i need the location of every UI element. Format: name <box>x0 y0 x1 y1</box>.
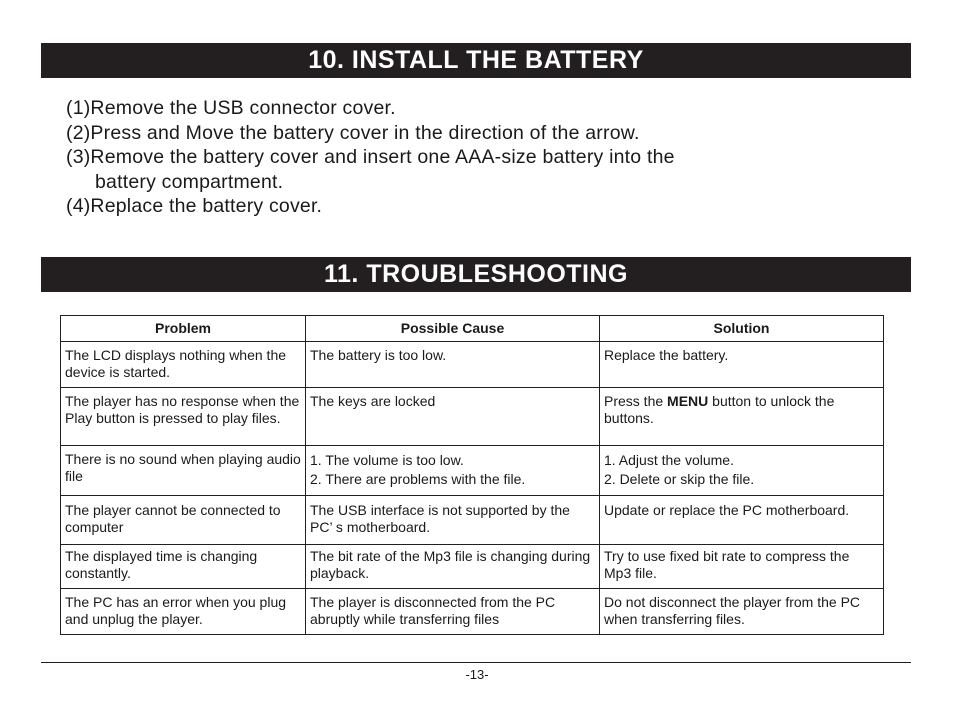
step-item <box>66 121 675 146</box>
solution-text: Do not disconnect the player from the PC when transferring files. <box>604 594 861 627</box>
step-text-continued: battery compartment. <box>95 170 284 193</box>
cause-cell <box>306 342 600 388</box>
table-row <box>61 545 884 589</box>
step-text: (4)Replace the battery cover. <box>66 195 323 217</box>
solution-cell <box>600 589 884 635</box>
cause-text: The player is disconnected from the PC abruptly while transferring files <box>310 594 556 627</box>
step-text: (2)Press and Move the battery cover in the direction of the arrow. <box>66 121 640 144</box>
cause-text: 1. The volume is too low. <box>310 452 464 468</box>
column-header-problem: Problem <box>61 316 306 342</box>
battery-steps-list <box>66 96 675 219</box>
solution-cell <box>600 545 884 589</box>
cause-cell <box>306 589 600 635</box>
solution-text: 1. Adjust the volume. <box>604 452 734 468</box>
solution-cell <box>600 446 884 496</box>
cause-cell <box>306 446 600 496</box>
solution-text: Press the <box>604 393 668 409</box>
cause-text: The battery is too low. <box>310 347 447 363</box>
cause-text: 2. There are problems with the file. <box>310 471 526 487</box>
page-number: -13- <box>465 667 489 682</box>
step-item <box>66 145 675 194</box>
solution-cell <box>600 496 884 545</box>
problem-cell: The PC has an error when you plug and unplug the player. <box>61 589 306 635</box>
table-row <box>61 496 884 545</box>
step-item <box>66 194 675 219</box>
cause-text: The USB interface is not supported by the PC’ s motherboard. <box>310 502 570 535</box>
solution-cell <box>600 342 884 388</box>
cause-text: The bit rate of the Mp3 file is changing during playback. <box>310 548 591 581</box>
problem-cell: The displayed time is changing constantly. <box>61 545 306 589</box>
cause-cell <box>306 496 600 545</box>
menu-button-name: MENU <box>667 393 709 409</box>
problem-cell: There is no sound when playing audio file <box>61 446 306 496</box>
section-title-install-battery <box>41 43 911 78</box>
table-row <box>61 388 884 446</box>
problem-cell: The LCD displays nothing when the device is started. <box>61 342 306 388</box>
step-text: (1)Remove the USB connector cover. <box>66 97 396 119</box>
troubleshooting-table <box>60 315 884 635</box>
column-header-cause: Possible Cause <box>306 316 600 342</box>
cause-cell <box>306 545 600 589</box>
section-title-text: 11. TROUBLESHOOTING <box>324 260 628 288</box>
step-text: (3)Remove the battery cover and insert one AAA-size battery into the <box>66 146 675 168</box>
table-row <box>61 446 884 496</box>
cause-text: The keys are locked <box>310 393 436 409</box>
solution-cell <box>600 388 884 446</box>
step-item <box>66 96 675 121</box>
column-header-solution: Solution <box>600 316 884 342</box>
problem-cell: The player cannot be connected to computer <box>61 496 306 545</box>
section-title-troubleshooting <box>41 257 911 292</box>
solution-text: 2. Delete or skip the file. <box>604 471 755 487</box>
solution-text-suffix: button to unlock the buttons. <box>604 393 835 426</box>
section-title-text: 10. INSTALL THE BATTERY <box>308 46 644 74</box>
solution-text: Replace the battery. <box>604 347 729 363</box>
table-row <box>61 589 884 635</box>
solution-text: Try to use fixed bit rate to compress the Mp3 file. <box>604 548 850 581</box>
table-row <box>61 342 884 388</box>
solution-text: Update or replace the PC motherboard. <box>604 502 850 518</box>
table-header-row <box>61 316 884 342</box>
problem-cell: The player has no response when the Play button is pressed to play files. <box>61 388 306 446</box>
cause-cell <box>306 388 600 446</box>
footer-divider <box>41 662 911 663</box>
